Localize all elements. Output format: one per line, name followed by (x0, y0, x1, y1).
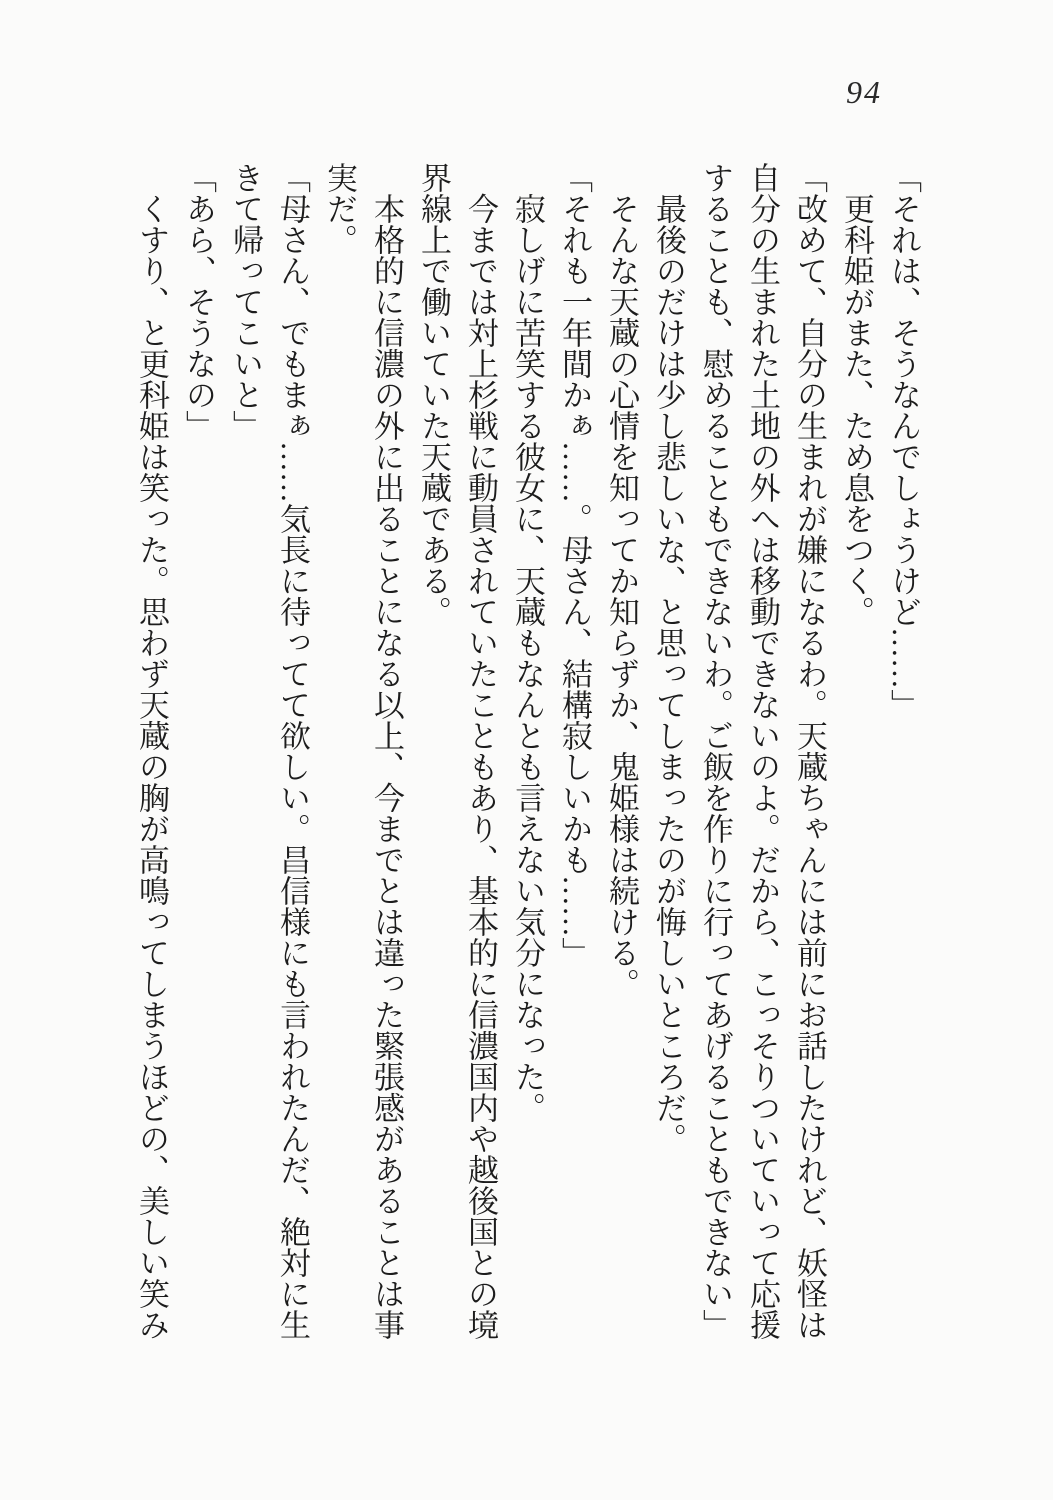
text-line-3: 「改めて、自分の生まれが嫌になるわ。天蔵ちゃんには前にお話したけれど、妖怪は (792, 162, 827, 1340)
text-line-7: そんな天蔵の心情を知ってか知らずか、鬼姫様は続ける。 (604, 193, 639, 999)
text-line-8: 「それも一年間かぁ……。母さん、結構寂しいかも……」 (557, 162, 592, 968)
text-line-11: 界線上で働いていた天蔵である。 (416, 162, 451, 627)
text-line-14: 「母さん、でもまぁ……気長に待ってて欲しい。昌信様にも言われたんだ、絶対に生 (275, 162, 310, 1340)
text-line-13: 実だ。 (322, 162, 357, 255)
page-number: 94 (846, 74, 882, 110)
text-line-17: くすり、と更科姫は笑った。思わず天蔵の胸が高鳴ってしまうほどの、美しい笑み (134, 193, 169, 1340)
text-line-10: 今までは対上杉戦に動員されていたこともあり、基本的に信濃国内や越後国との境 (463, 193, 498, 1340)
vertical-text-block (128, 162, 927, 1354)
text-line-6: 最後のだけは少し悲しいな、と思ってしまったのが悔しいところだ。 (651, 193, 686, 1154)
text-line-16: 「あら、そうなの」 (181, 162, 216, 441)
text-line-12: 本格的に信濃の外に出ることになる以上、今までとは違った緊張感があることは事 (369, 193, 404, 1340)
text-line-9: 寂しげに苦笑する彼女に、天蔵もなんとも言えない気分になった。 (510, 193, 545, 1123)
text-line-2: 更科姫がまた、ため息をつく。 (839, 193, 874, 627)
text-line-5: することも、慰めることもできないわ。ご飯を作りに行ってあげることもできない」 (698, 162, 733, 1340)
text-line-15: きて帰ってこいと」 (228, 162, 263, 441)
text-line-4: 自分の生まれた土地の外へは移動できないのよ。だから、こっそりついていって応援 (745, 162, 780, 1340)
text-line-1: 「それは、そうなんでしょうけど……」 (886, 162, 921, 720)
